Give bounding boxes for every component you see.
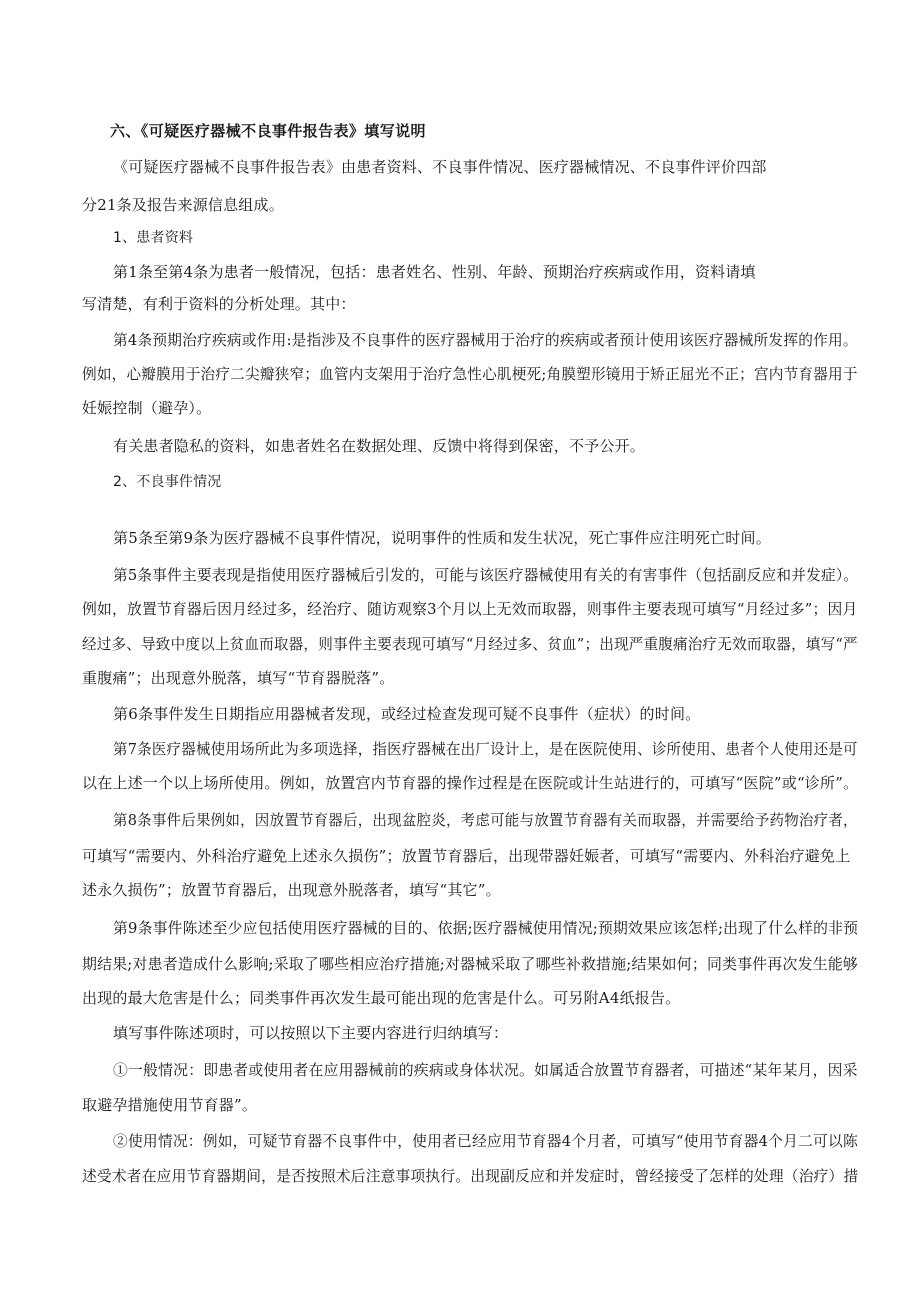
paragraph-line: ②使用情况：例如，可疑节育器不良事件中，使用者已经应用节育器4个月者，可填写“使用节育器4个月二可以陈 — [113, 1132, 858, 1150]
paragraph-line: 经过多、导致中度以上贫血而取器，则事件主要表现可填写“月经过多、贫血”；出现严重腹痛治疗无效而取器，填写“严 — [82, 635, 858, 653]
paragraph-line: 写清楚，有利于资料的分析处理。其中： — [82, 295, 356, 313]
paragraph-line: 第8条事件后果例如，因放置节育器后，出现盆腔炎，考虑可能与放置节育器有关而取器，并需要给予药物治疗者， — [113, 811, 858, 829]
paragraph-line: 述永久损伤”；放置节育器后，出现意外脱落者，填写“其它”。 — [82, 881, 501, 899]
paragraph-line: 第1条至第4条为患者一般情况，包括：患者姓名、性别、年龄、预期治疗疾病或作用，资料请填 — [113, 263, 756, 281]
paragraph-line: 可填写“需要内、外科治疗避免上述永久损伤”；放置节育器后，出现带器妊娠者，可填写“需要内、外科治疗避免上 — [82, 847, 851, 865]
paragraph-line: ①一般情况：即患者或使用者在应用器械前的疾病或身体状况。如属适合放置节育器者，可描述“某年某月，因采 — [113, 1061, 858, 1079]
paragraph-line: 述受术者在应用节育器期间，是否按照术后注意事项执行。出现副反应和并发症时，曾经接受了怎样的处理（治疗）措 — [82, 1167, 859, 1185]
paragraph-line: 第7条医疗器械使用场所此为多项选择，指医疗器械在出厂设计上，是在医院使用、诊所使用、患者个人使用还是可 — [113, 740, 858, 758]
paragraph-line: 期结果;对患者造成什么影响;采取了哪些相应治疗措施;对器械采取了哪些补救措施;结果如何；同类事件再次发生能够 — [82, 955, 859, 973]
paragraph-line: 第4条预期治疗疾病或作用:是指涉及不良事件的医疗器械用于治疗的疾病或者预计使用该医疗器械所发挥的作用。 — [113, 331, 858, 349]
paragraph-line: 以在上述一个以上场所使用。例如，放置宫内节育器的操作过程是在医院或计生站进行的，可填写“医院”或“诊所”。 — [82, 774, 859, 792]
paragraph-line: 例如，心瓣膜用于治疗二尖瓣狭窄；血管内支架用于治疗急性心肌梗死;角膜塑形镜用于矫正屈光不正；宫内节育器用于 — [82, 365, 858, 383]
paragraph-line: 取避孕措施使用节育器”。 — [82, 1096, 258, 1114]
paragraph-line: 出现的最大危害是什么；同类事件再次发生最可能出现的危害是什么。可另附A4纸报告。 — [82, 989, 681, 1007]
paragraph-line: 妊娠控制（避孕）。 — [82, 399, 212, 417]
paragraph-line: 第9条事件陈述至少应包括使用医疗器械的目的、依据;医疗器械使用情况;预期效果应该怎样;出现了什么样的非预 — [113, 919, 859, 937]
paragraph-line: 第5条事件主要表现是指使用医疗器械后引发的，可能与该医疗器械使用有关的有害事件（包括副反应和并发症）。 — [113, 566, 859, 584]
paragraph-line: 填写事件陈述项时，可以按照以下主要内容进行归纳填写： — [113, 1024, 509, 1042]
paragraph-line: 重腹痛”；出现意外脱落，填写“节育器脱落”。 — [82, 669, 395, 687]
paragraph-line: 第5条至第9条为医疗器械不良事件情况，说明事件的性质和发生状况，死亡事件应注明死亡时间。 — [113, 529, 771, 547]
paragraph-line: 第6条事件发生日期指应用器械者发现，或经过检查发现可疑不良事件（症状）的时间。 — [113, 705, 701, 723]
paragraph-line: 例如，放置节育器后因月经过多，经治疗、随访观察3个月以上无效而取器，则事件主要表现可填写“月经过多”；因月 — [82, 600, 858, 618]
section-title: 六、《可疑医疗器械不良事件报告表》填写说明 — [110, 122, 426, 140]
paragraph-line: 有关患者隐私的资料，如患者姓名在数据处理、反馈中将得到保密，不予公开。 — [113, 437, 646, 455]
subsection-heading: 2、不良事件情况 — [113, 474, 222, 490]
paragraph-line: 《可疑医疗器械不良事件报告表》由患者资料、不良事件情况、医疗器械情况、不良事件评价四部 — [113, 158, 767, 176]
paragraph-line: 分21条及报告来源信息组成。 — [82, 196, 284, 214]
subsection-heading: 1、患者资料 — [113, 230, 194, 246]
